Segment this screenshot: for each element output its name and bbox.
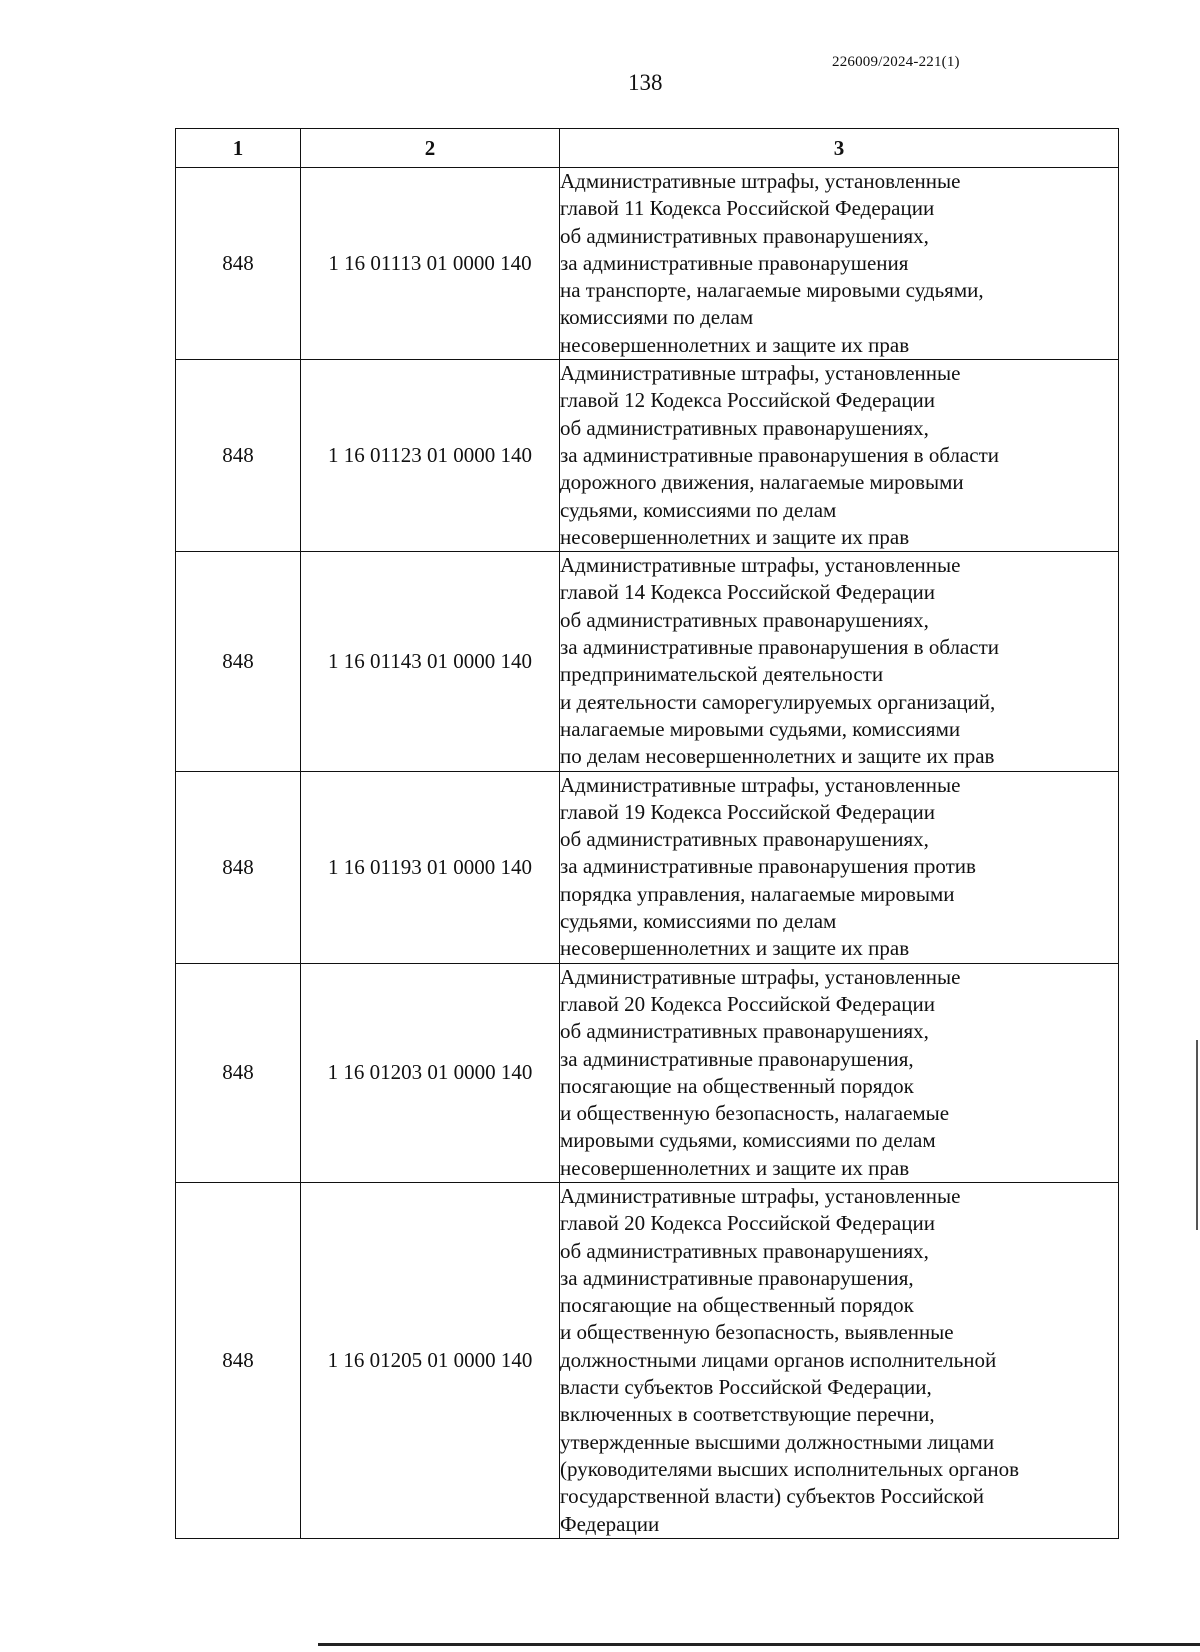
description-line: несовершеннолетних и защите их прав xyxy=(560,936,910,961)
description-line: на транспорте, налагаемые мировыми судьями, xyxy=(560,278,984,303)
description-line: посягающие на общественный порядок xyxy=(560,1293,914,1318)
description-line: Административные штрафы, установленные xyxy=(560,1183,961,1208)
description-line: несовершеннолетних и защите их прав xyxy=(560,1155,910,1180)
description-line: дорожного движения, налагаемые мировыми xyxy=(560,470,964,495)
page-bottom-rule xyxy=(318,1643,1200,1646)
description-line: главой 20 Кодекса Российской Федерации xyxy=(560,1211,935,1236)
table-header xyxy=(176,129,1119,168)
revenue-code-cell: 1 16 01113 01 0000 140 xyxy=(301,168,560,360)
description-line: главой 19 Кодекса Российской Федерации xyxy=(560,799,935,824)
column-header-2: 2 xyxy=(301,129,560,168)
column-header-1: 1 xyxy=(176,129,301,168)
description-line: по делам несовершеннолетних и защите их прав xyxy=(560,744,995,769)
budget-admin-code-cell: 848 xyxy=(176,963,301,1182)
description-line: утвержденные высшими должностными лицами xyxy=(560,1429,995,1454)
description-line: Административные штрафы, установленные xyxy=(560,964,961,989)
budget-admin-code-cell: 848 xyxy=(176,168,301,360)
description-line: судьями, комиссиями по делам xyxy=(560,497,837,522)
revenue-description-cell xyxy=(560,771,1119,963)
budget-admin-code-cell: 848 xyxy=(176,552,301,771)
revenue-code-cell: 1 16 01143 01 0000 140 xyxy=(301,552,560,771)
description-line: и общественную безопасность, выявленные xyxy=(560,1320,954,1345)
budget-admin-code-cell: 848 xyxy=(176,1182,301,1538)
description-line: несовершеннолетних и защите их прав xyxy=(560,332,910,357)
description-line: (руководителями высших исполнительных органов xyxy=(560,1456,1020,1481)
revenue-description-cell xyxy=(560,360,1119,552)
description-line: Административные штрафы, установленные xyxy=(560,553,961,578)
description-line: об административных правонарушениях, xyxy=(560,1238,929,1263)
description-line: порядка управления, налагаемые мировыми xyxy=(560,881,955,906)
description-line: государственной власти) субъектов Российской xyxy=(560,1484,984,1509)
description-line: и деятельности саморегулируемых организаций, xyxy=(560,689,996,714)
description-line: посягающие на общественный порядок xyxy=(560,1073,914,1098)
description-line: комиссиями по делам xyxy=(560,305,754,330)
column-header-3: 3 xyxy=(560,129,1119,168)
document-registration-number: 226009/2024-221(1) xyxy=(832,54,960,70)
table-row xyxy=(176,360,1119,552)
table-body xyxy=(176,168,1119,1539)
fines-table xyxy=(175,128,1119,1539)
description-line: за административные правонарушения в области xyxy=(560,442,1000,467)
revenue-code-cell: 1 16 01205 01 0000 140 xyxy=(301,1182,560,1538)
description-line: об административных правонарушениях, xyxy=(560,827,929,852)
table-row xyxy=(176,963,1119,1182)
description-line: Федерации xyxy=(560,1511,660,1536)
description-line: главой 11 Кодекса Российской Федерации xyxy=(560,196,935,221)
description-line: налагаемые мировыми судьями, комиссиями xyxy=(560,716,961,741)
budget-admin-code-cell: 848 xyxy=(176,771,301,963)
scan-edge-mark xyxy=(1196,1040,1198,1230)
description-line: несовершеннолетних и защите их прав xyxy=(560,524,910,549)
description-line: об административных правонарушениях, xyxy=(560,223,929,248)
table-row xyxy=(176,1182,1119,1538)
description-line: должностными лицами органов исполнительной xyxy=(560,1347,997,1372)
header-row xyxy=(176,129,1119,168)
description-line: и общественную безопасность, налагаемые xyxy=(560,1101,950,1126)
table-row xyxy=(176,552,1119,771)
revenue-description-cell xyxy=(560,168,1119,360)
description-line: мировыми судьями, комиссиями по делам xyxy=(560,1128,936,1153)
description-line: за административные правонарушения, xyxy=(560,1046,914,1071)
revenue-description-cell xyxy=(560,963,1119,1182)
description-line: главой 14 Кодекса Российской Федерации xyxy=(560,580,935,605)
revenue-description-cell xyxy=(560,1182,1119,1538)
description-line: Административные штрафы, установленные xyxy=(560,772,961,797)
description-line: за административные правонарушения в области xyxy=(560,635,1000,660)
revenue-code-cell: 1 16 01123 01 0000 140 xyxy=(301,360,560,552)
description-line: Административные штрафы, установленные xyxy=(560,169,961,193)
revenue-code-cell: 1 16 01193 01 0000 140 xyxy=(301,771,560,963)
revenue-code-cell: 1 16 01203 01 0000 140 xyxy=(301,963,560,1182)
description-line: за административные правонарушения, xyxy=(560,1265,914,1290)
description-line: Административные штрафы, установленные xyxy=(560,361,961,386)
description-line: за административные правонарушения xyxy=(560,250,909,275)
description-line: судьями, комиссиями по делам xyxy=(560,909,837,934)
description-line: об административных правонарушениях, xyxy=(560,1019,929,1044)
description-line: за административные правонарушения против xyxy=(560,854,976,879)
description-line: об административных правонарушениях, xyxy=(560,415,929,440)
budget-admin-code-cell: 848 xyxy=(176,360,301,552)
description-line: главой 12 Кодекса Российской Федерации xyxy=(560,388,935,413)
description-line: главой 20 Кодекса Российской Федерации xyxy=(560,991,935,1016)
page-number: 138 xyxy=(628,70,663,95)
table-row xyxy=(176,771,1119,963)
revenue-description-cell xyxy=(560,552,1119,771)
description-line: предпринимательской деятельности xyxy=(560,662,884,687)
description-line: об административных правонарушениях, xyxy=(560,607,929,632)
table-row xyxy=(176,168,1119,360)
description-line: включенных в соответствующие перечни, xyxy=(560,1402,935,1427)
description-line: власти субъектов Российской Федерации, xyxy=(560,1375,932,1400)
